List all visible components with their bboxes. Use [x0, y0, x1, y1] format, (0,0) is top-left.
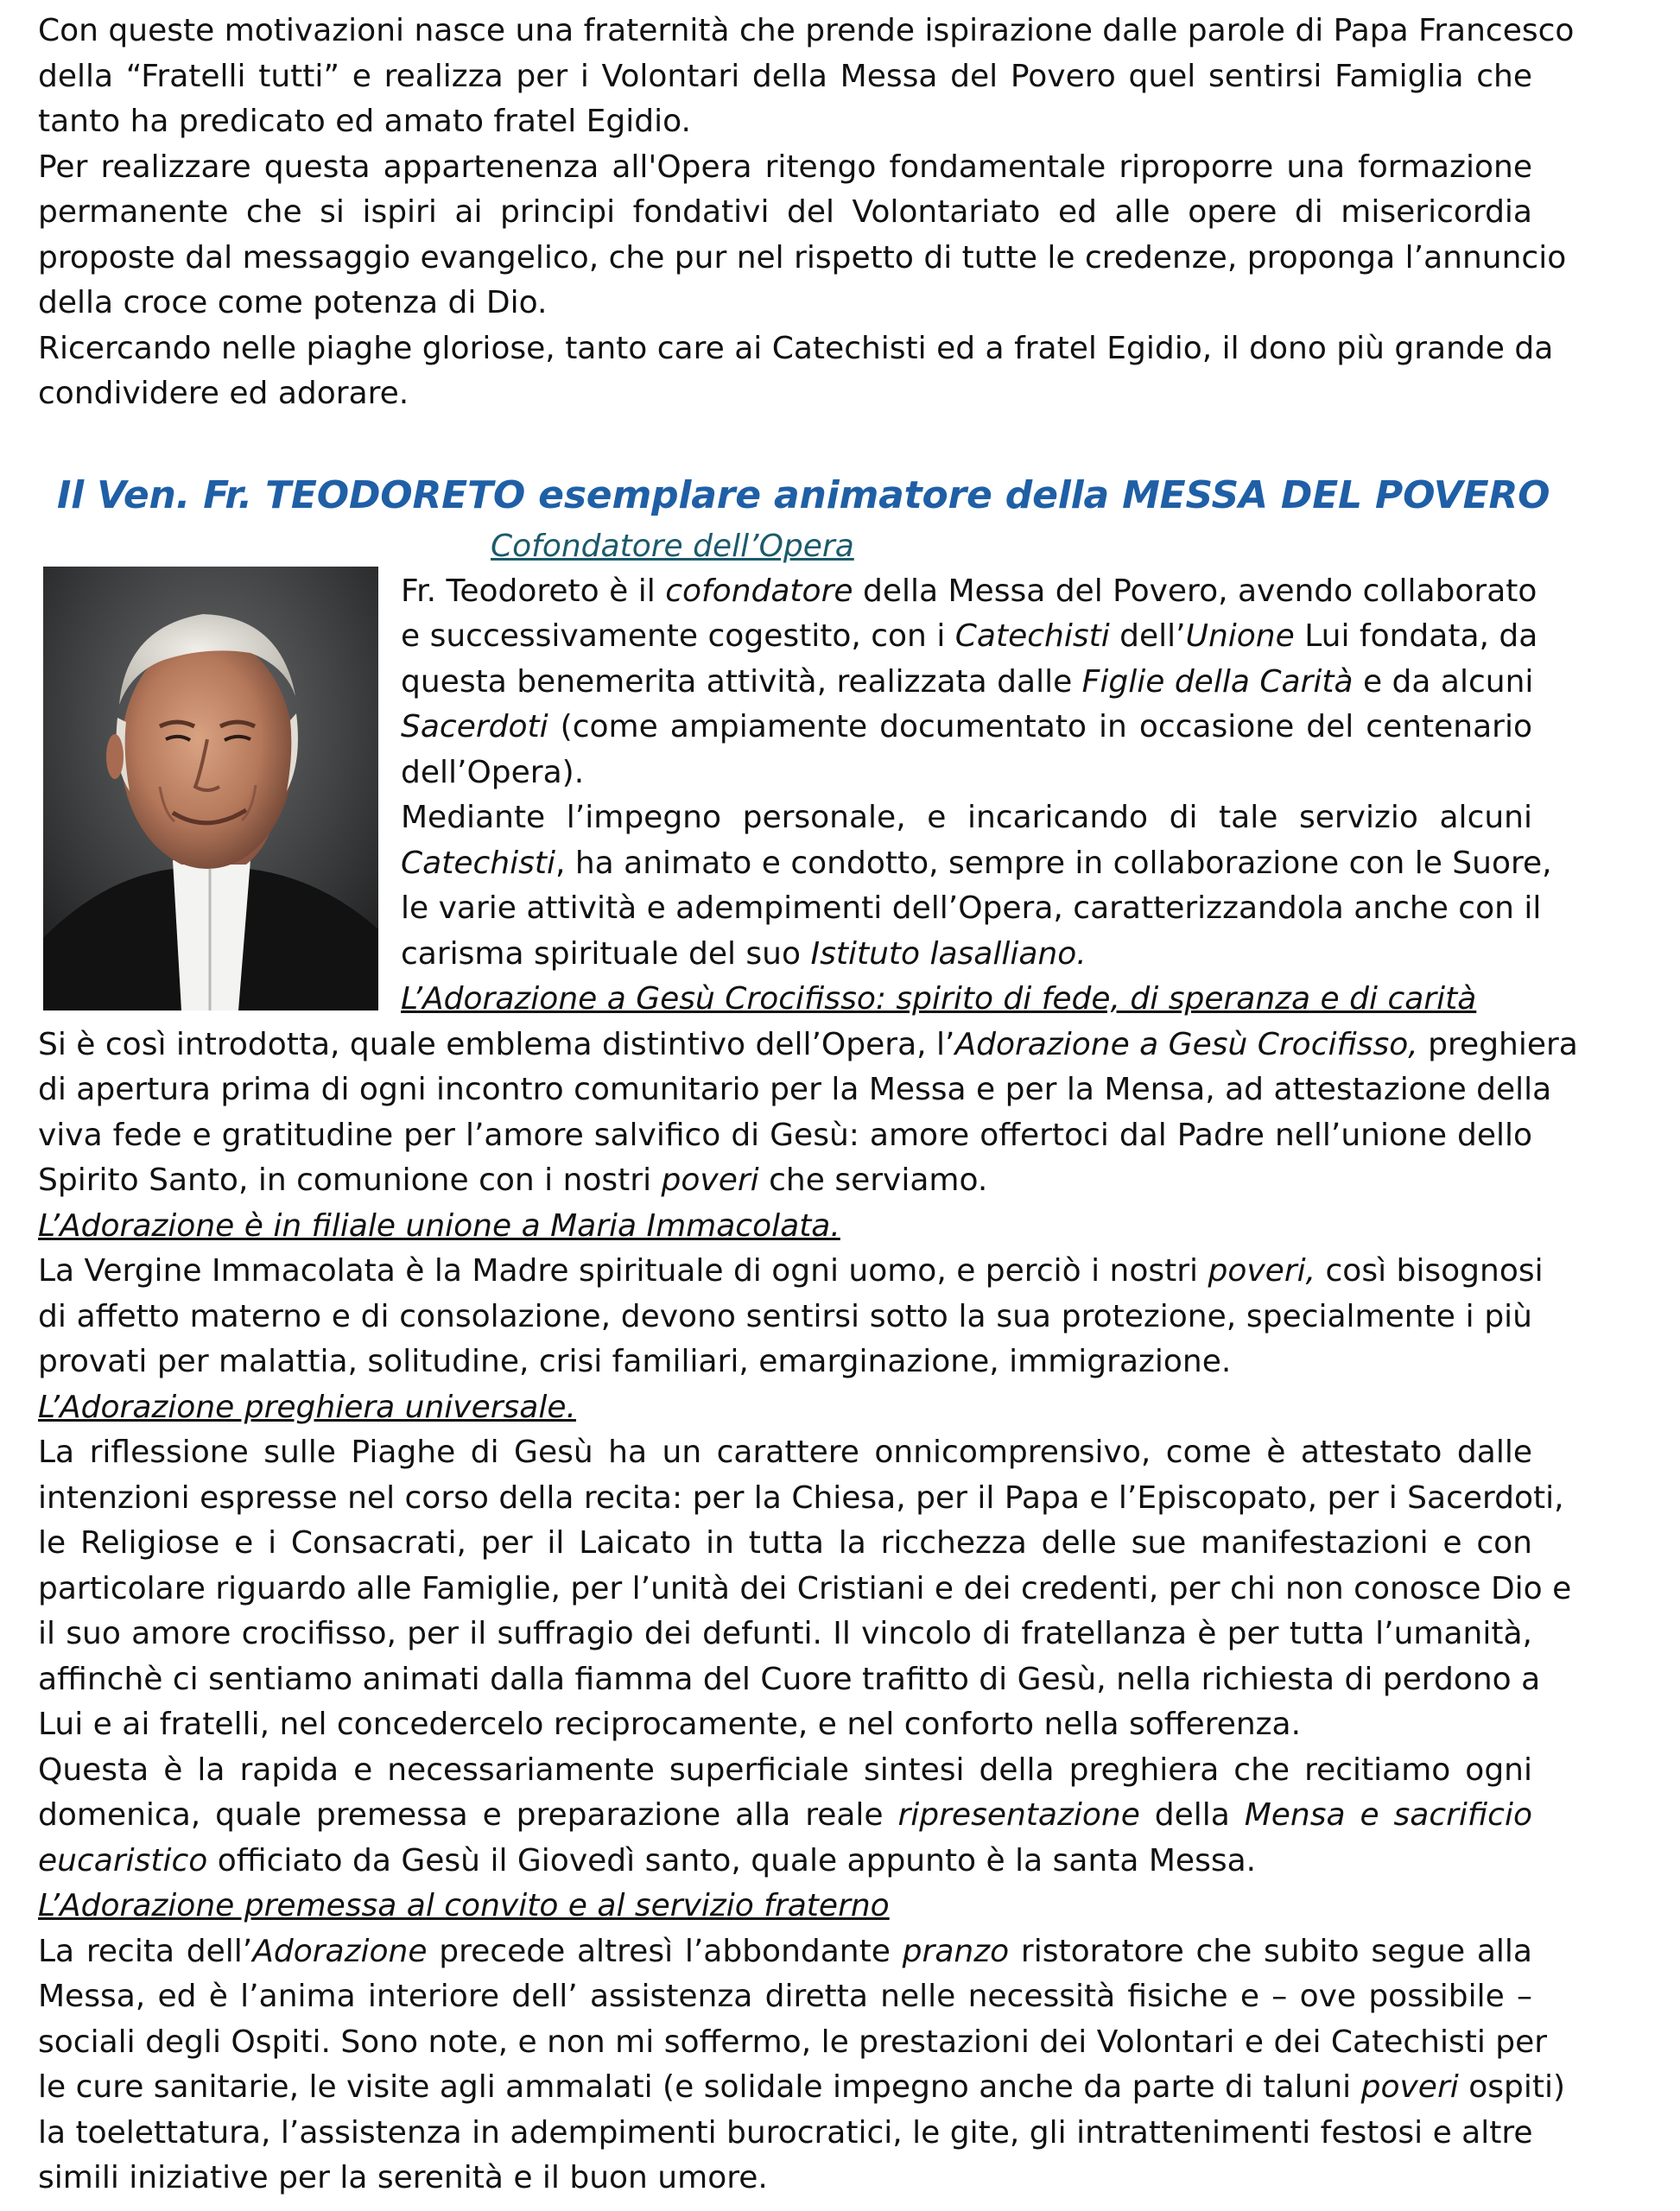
text-line: permanente che si ispiri ai principi fondativi del Volontariato ed alle opere di misericordia [38, 194, 1532, 230]
text-line: Mediante l’impegno personale, e incaricando di tale servizio alcuni [401, 800, 1532, 835]
text-line: provati per malattia, solitudine, crisi familiari, emarginazione, immigrazione. [38, 1344, 1232, 1379]
portrait-caption-column [401, 569, 1552, 1023]
text-line: La Vergine Immacolata è la Madre spirituale di ogni uomo, e perciò i nostri poveri, così bisognosi [38, 1253, 1544, 1289]
text-line: di apertura prima di ogni incontro comunitario per la Messa e per la Mensa, ad attestazione della [38, 1072, 1552, 1107]
text-line: Sacerdoti (come ampiamente documentato in occasione del centenario [401, 709, 1532, 744]
intro-paragraph [38, 9, 1575, 417]
text-line: questa benemerita attività, realizzata dalle Figlie della Carità e da alcuni [401, 663, 1534, 700]
subheading-maria-immacolata: L’Adorazione è in filiale unione a Maria Immacolata. [38, 1207, 840, 1244]
text-line: sociali degli Ospiti. Sono note, e non mi soffermo, le prestazioni dei Volontari e dei Catechisti per [38, 2024, 1548, 2060]
text-line: simili iniziative per la serenità e il buon umore. [38, 2160, 768, 2195]
text-line: le Religiose e i Consacrati, per il Laicato in tutta la ricchezza delle sue manifestazioni e con [38, 1525, 1532, 1561]
paragraph-convito [38, 1929, 1565, 2201]
text-line: la toelettatura, l’assistenza in adempimenti burocratici, le gite, gli intrattenimenti festosi e altre [38, 2114, 1533, 2151]
text-line: il suo amore crocifisso, per il suffragio dei defunti. Il vincolo di fratellanza è per tutta l’umanità, [38, 1616, 1532, 1651]
text-line: Catechisti, ha animato e condotto, sempre in collaborazione con le Suore, [401, 845, 1552, 881]
text-line: Fr. Teodoreto è il cofondatore della Messa del Povero, avendo collaborato [401, 573, 1537, 609]
text-line: eucaristico officiato da Gesù il Giovedì santo, quale appunto è la santa Messa. [38, 1842, 1257, 1878]
section-subtitle: Cofondatore dell’Opera [491, 528, 854, 564]
text-line: di affetto materno e di consolazione, devono sentirsi sotto la sua protezione, specialmente i più [38, 1298, 1532, 1334]
section-title: Il Ven. Fr. TEODORETO esemplare animatore della MESSA DEL POVERO [57, 472, 1550, 517]
text-line: viva fede e gratitudine per l’amore salvifico di Gesù: amore offertoci dal Padre nell’unione dello [38, 1117, 1532, 1153]
text-line: particolare riguardo alle Famiglie, per l’unità dei Cristiani e dei credenti, per chi non conosce Dio e [38, 1570, 1572, 1606]
text-line: Si è così introdotta, quale emblema distintivo dell’Opera, l’Adorazione a Gesù Crocifisso, preghiera [38, 1026, 1578, 1062]
text-line: Per realizzare questa appartenenza all'Opera ritengo fondamentale riproporre una formazione [38, 149, 1532, 185]
text-line: della “Fratelli tutti” e realizza per i Volontari della Messa del Povero quel sentirsi Famiglia che [38, 58, 1532, 94]
subheading-adorazione-crocifisso: L’Adorazione a Gesù Crocifisso: spirito di fede, di speranza e di carità [401, 981, 1477, 1017]
text-line: della croce come potenza di Dio. [38, 285, 548, 320]
paragraph-universale [38, 1430, 1572, 1884]
text-line: Messa, ed è l’anima interiore dell’ assistenza diretta nelle necessità fisiche e – ove possibile – [38, 1979, 1532, 2014]
text-line: domenica, quale premessa e preparazione alla reale ripresentazione della Mensa e sacrificio [38, 1797, 1532, 1833]
text-line: carisma spirituale del suo Istituto lasalliano. [401, 935, 1087, 972]
subheading-convito: L’Adorazione premessa al convito e al servizio fraterno [38, 1888, 890, 1923]
paragraph-immacolata [38, 1249, 1544, 1385]
text-line: intenzioni espresse nel corso della recita: per la Chiesa, per il Papa e l’Episcopato, per i Sacerdoti, [38, 1479, 1564, 1516]
text-line: Lui e ai fratelli, nel concedercelo reciprocamente, e nel conforto nella sofferenza. [38, 1707, 1302, 1742]
text-line: Con queste motivazioni nasce una fraternità che prende ispirazione dalle parole di Papa Francesco [38, 13, 1575, 48]
text-line: proposte dal messaggio evangelico, che pur nel rispetto di tutte le credenze, proponga l’annuncio [38, 239, 1567, 276]
text-line: affinchè ci sentiamo animati dalla fiamma del Cuore trafitto di Gesù, nella richiesta di perdono a [38, 1661, 1541, 1697]
text-line: Ricercando nelle piaghe gloriose, tanto care ai Catechisti ed a fratel Egidio, il dono più grande da [38, 330, 1554, 366]
text-line: e successivamente cogestito, con i Catechisti dell’Unione Lui fondata, da [401, 618, 1538, 654]
text-line: le cure sanitarie, le visite agli ammalati (e solidale impegno anche da parte di taluni poveri ospiti) [38, 2069, 1565, 2105]
text-line: condividere ed adorare. [38, 376, 409, 411]
document-page [38, 9, 1578, 2201]
text-line: tanto ha predicato ed amato fratel Egidio. [38, 104, 691, 139]
subheading-preghiera-universale: L’Adorazione preghiera universale. [38, 1389, 576, 1425]
text-line: La riflessione sulle Piaghe di Gesù ha un carattere onnicomprensivo, come è attestato dalle [38, 1435, 1532, 1470]
text-line: La recita dell’Adorazione precede altresì l’abbondante pranzo ristoratore che subito segue alla [38, 1933, 1532, 1969]
text-line: Questa è la rapida e necessariamente superficiale sintesi della preghiera che recitiamo ogni [38, 1752, 1532, 1788]
text-line: le varie attività e adempimenti dell’Opera, caratterizzandola anche con il [401, 890, 1542, 926]
text-line: Spirito Santo, in comunione con i nostri poveri che serviamo. [38, 1163, 988, 1198]
text-line: dell’Opera). [401, 754, 585, 790]
paragraph-adorazione [38, 1023, 1578, 1204]
portrait-photo [43, 567, 378, 1010]
